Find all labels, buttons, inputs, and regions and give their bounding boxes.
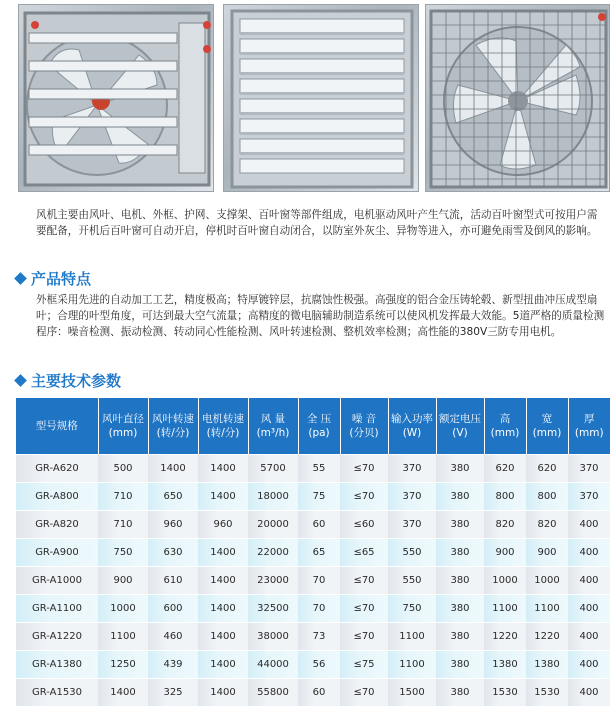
cell: 820 [484, 510, 526, 538]
cell-model: GR-A620 [16, 454, 98, 482]
cell: 710 [98, 510, 148, 538]
cell: ≤75 [340, 650, 388, 678]
cell: 23000 [248, 566, 298, 594]
cell: 73 [298, 622, 340, 650]
header-height: 高 (mm) [484, 398, 526, 454]
cell: 370 [568, 454, 610, 482]
cell: 5700 [248, 454, 298, 482]
cell: 900 [526, 538, 568, 566]
cell: 38000 [248, 622, 298, 650]
cell: 1220 [526, 622, 568, 650]
fan-photo-louver-front [18, 4, 214, 192]
cell: 710 [98, 482, 148, 510]
cell: 1400 [198, 622, 248, 650]
cell: 1400 [198, 650, 248, 678]
features-heading [16, 268, 91, 289]
cell: 380 [436, 510, 484, 538]
header-input-power: 输入功率 (W) [388, 398, 436, 454]
cell: 439 [148, 650, 198, 678]
cell: 1400 [198, 482, 248, 510]
cell: ≤70 [340, 566, 388, 594]
cell: 22000 [248, 538, 298, 566]
fan-louver-illustration [19, 5, 214, 192]
header-width: 宽 (mm) [526, 398, 568, 454]
cell: 380 [436, 566, 484, 594]
diamond-bullet-icon [14, 272, 27, 285]
table-row [16, 482, 610, 510]
cell: 55 [298, 454, 340, 482]
header-rated-voltage: 额定电压 (V) [436, 398, 484, 454]
cell: 1220 [484, 622, 526, 650]
cell: 1100 [526, 594, 568, 622]
cell: ≤70 [340, 622, 388, 650]
fan-photo-guard-front [425, 4, 610, 192]
cell-model: GR-A1100 [16, 594, 98, 622]
features-title: 产品特点 [31, 270, 92, 288]
header-thickness: 厚 (mm) [568, 398, 610, 454]
cell: 550 [388, 566, 436, 594]
cell: ≤60 [340, 510, 388, 538]
cell-model: GR-A820 [16, 510, 98, 538]
fan-photo-louver-closed [223, 4, 419, 192]
cell: 1380 [484, 650, 526, 678]
product-photos [18, 4, 610, 192]
table-row [16, 454, 610, 482]
cell: 70 [298, 594, 340, 622]
cell-model: GR-A800 [16, 482, 98, 510]
table-row [16, 650, 610, 678]
louver-panel-illustration [224, 5, 419, 192]
cell: 370 [388, 510, 436, 538]
cell: 1400 [148, 454, 198, 482]
cell: 750 [388, 594, 436, 622]
cell: ≤70 [340, 482, 388, 510]
cell: 900 [98, 566, 148, 594]
cell: 1530 [526, 678, 568, 706]
cell: 460 [148, 622, 198, 650]
cell: 400 [568, 650, 610, 678]
cell-model: GR-A900 [16, 538, 98, 566]
cell-model: GR-A1000 [16, 566, 98, 594]
spec-table [16, 398, 610, 706]
cell: 1100 [484, 594, 526, 622]
cell: 620 [484, 454, 526, 482]
cell: 960 [148, 510, 198, 538]
cell: 1530 [484, 678, 526, 706]
cell: 1400 [198, 454, 248, 482]
cell: 400 [568, 566, 610, 594]
cell: 380 [436, 482, 484, 510]
cell: 820 [526, 510, 568, 538]
table-row [16, 538, 610, 566]
cell: 380 [436, 650, 484, 678]
table-row [16, 678, 610, 706]
cell: 630 [148, 538, 198, 566]
cell: 600 [148, 594, 198, 622]
cell: 400 [568, 622, 610, 650]
table-row [16, 510, 610, 538]
cell: 1400 [198, 678, 248, 706]
cell: 370 [388, 482, 436, 510]
cell-model: GR-A1220 [16, 622, 98, 650]
cell: 65 [298, 538, 340, 566]
cell: 400 [568, 538, 610, 566]
table-row [16, 566, 610, 594]
cell: 1400 [98, 678, 148, 706]
cell: 380 [436, 538, 484, 566]
cell: ≤70 [340, 594, 388, 622]
params-title: 主要技术参数 [31, 372, 122, 390]
cell: ≤70 [340, 678, 388, 706]
cell: 1000 [526, 566, 568, 594]
cell: 610 [148, 566, 198, 594]
cell-model: GR-A1530 [16, 678, 98, 706]
cell: 1100 [98, 622, 148, 650]
header-total-pressure: 全 压 (pa) [298, 398, 340, 454]
cell: 900 [484, 538, 526, 566]
features-paragraph: 外框采用先进的自动加工工艺，精度极高；特厚镀锌层，抗腐蚀性极强。高强度的铝合金压铸轮毂、新型扭曲冲压成型扇叶；合理的叶型角度，可达到最大空气流量；高精度的微电脑辅助制造系统可以使风机发挥最大效能。5道严格的质量检测程序：噪音检测、振动检测、转动同心性能检测、风叶转速检测、整机效率检测；高性能的380V三防专用电机。 [36, 294, 605, 338]
header-blade-speed: 风叶转速 (转/分) [148, 398, 198, 454]
diamond-bullet-icon [14, 374, 27, 387]
params-heading [16, 370, 121, 391]
cell: 60 [298, 678, 340, 706]
header-airflow: 风 量 (m³/h) [248, 398, 298, 454]
cell: 400 [568, 678, 610, 706]
cell: 400 [568, 594, 610, 622]
cell: 750 [98, 538, 148, 566]
cell: 1250 [98, 650, 148, 678]
cell: 550 [388, 538, 436, 566]
cell: ≤70 [340, 454, 388, 482]
cell: 1400 [198, 594, 248, 622]
cell-model: GR-A1380 [16, 650, 98, 678]
cell: 380 [436, 454, 484, 482]
cell: 380 [436, 622, 484, 650]
cell: 1000 [484, 566, 526, 594]
header-noise: 噪 音 (分贝) [340, 398, 388, 454]
cell: 1100 [388, 650, 436, 678]
cell: 380 [436, 678, 484, 706]
cell: 20000 [248, 510, 298, 538]
header-model: 型号规格 [16, 398, 98, 454]
cell: 56 [298, 650, 340, 678]
header-motor-speed: 电机转速 (转/分) [198, 398, 248, 454]
cell: 960 [198, 510, 248, 538]
cell: 1000 [98, 594, 148, 622]
cell: 370 [388, 454, 436, 482]
table-row [16, 594, 610, 622]
cell: 800 [484, 482, 526, 510]
cell: 380 [436, 594, 484, 622]
cell: 650 [148, 482, 198, 510]
cell: 1380 [526, 650, 568, 678]
cell: 1100 [388, 622, 436, 650]
cell: 55800 [248, 678, 298, 706]
cell: 1500 [388, 678, 436, 706]
fan-guard-illustration [426, 5, 610, 192]
cell: 75 [298, 482, 340, 510]
cell: 620 [526, 454, 568, 482]
spec-table-header-row [16, 398, 610, 454]
intro-paragraph: 风机主要由风叶、电机、外框、护网、支撑架、百叶窗等部件组成，电机驱动风叶产生气流，活动百叶窗型式可按用户需要配备，开机后百叶窗可自动开启，停机时百叶窗自动闭合，以防室外灰尘、异物等进入，亦可避免雨雪及倒风的影响。 [36, 209, 598, 237]
cell: 60 [298, 510, 340, 538]
cell: ≤65 [340, 538, 388, 566]
cell: 1400 [198, 566, 248, 594]
cell: 800 [526, 482, 568, 510]
cell: 32500 [248, 594, 298, 622]
cell: 1400 [198, 538, 248, 566]
header-blade-diameter: 风叶直径 (mm) [98, 398, 148, 454]
cell: 370 [568, 482, 610, 510]
cell: 400 [568, 510, 610, 538]
cell: 44000 [248, 650, 298, 678]
cell: 18000 [248, 482, 298, 510]
cell: 325 [148, 678, 198, 706]
cell: 500 [98, 454, 148, 482]
table-row [16, 622, 610, 650]
cell: 70 [298, 566, 340, 594]
